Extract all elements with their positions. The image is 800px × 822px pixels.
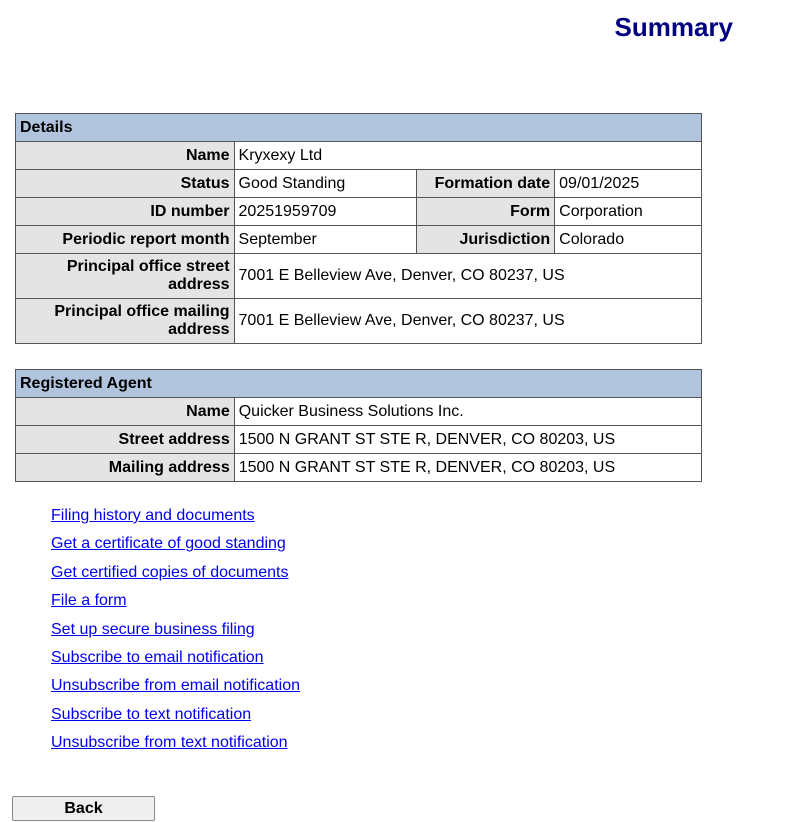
formation-date-value: 09/01/2025 [555, 170, 702, 198]
agent-mailing-address-label: Mailing address [16, 454, 235, 482]
form-label: Form [417, 198, 555, 226]
form-value: Corporation [555, 198, 702, 226]
agent-mailing-address-value: 1500 N GRANT ST STE R, DENVER, CO 80203, US [234, 454, 701, 482]
jurisdiction-label: Jurisdiction [417, 226, 555, 254]
status-label: Status [16, 170, 235, 198]
details-row-name [16, 142, 702, 170]
periodic-report-month-value: September [234, 226, 417, 254]
registered-agent-header: Registered Agent [16, 370, 702, 398]
details-header: Details [16, 114, 702, 142]
agent-row-mailing [16, 454, 702, 482]
subscribe-email-link[interactable]: Subscribe to email notification [51, 649, 264, 667]
unsubscribe-email-link[interactable]: Unsubscribe from email notification [51, 677, 300, 695]
filing-history-link[interactable]: Filing history and documents [51, 507, 255, 524]
id-number-value: 20251959709 [234, 198, 417, 226]
status-value: Good Standing [234, 170, 417, 198]
details-row-street [16, 254, 702, 299]
formation-date-label: Formation date [417, 170, 555, 198]
jurisdiction-value: Colorado [555, 226, 702, 254]
periodic-report-month-label: Periodic report month [16, 226, 235, 254]
details-row-periodic [16, 226, 702, 254]
details-row-id [16, 198, 702, 226]
agent-row-street [16, 426, 702, 454]
name-label: Name [16, 142, 235, 170]
subscribe-text-link[interactable]: Subscribe to text notification [51, 705, 252, 723]
name-value: Kryxexy Ltd [234, 142, 701, 170]
secure-filing-link[interactable]: Set up secure business filing [51, 620, 255, 638]
agent-street-address-value: 1500 N GRANT ST STE R, DENVER, CO 80203, US [234, 426, 701, 454]
agent-row-name [16, 398, 702, 426]
agent-name-value: Quicker Business Solutions Inc. [234, 398, 701, 426]
principal-street-address-value: 7001 E Belleview Ave, Denver, CO 80237, US [234, 254, 701, 299]
page-title: Summary [614, 12, 733, 42]
certified-copies-link[interactable]: Get certified copies of documents [51, 563, 289, 581]
details-row-mailing [16, 299, 702, 344]
file-form-link[interactable]: File a form [51, 592, 127, 610]
agent-name-label: Name [16, 398, 235, 426]
agent-street-address-label: Street address [16, 426, 235, 454]
principal-mailing-address-value: 7001 E Belleview Ave, Denver, CO 80237, US [234, 299, 701, 344]
action-links [51, 502, 300, 758]
principal-street-address-label: Principal office street address [16, 254, 235, 299]
details-table [15, 113, 702, 344]
registered-agent-table [15, 369, 702, 482]
principal-mailing-address-label: Principal office mailing address [16, 299, 235, 344]
details-row-status [16, 170, 702, 198]
back-button[interactable]: Back [12, 796, 155, 821]
id-number-label: ID number [16, 198, 235, 226]
certificate-good-standing-link[interactable]: Get a certificate of good standing [51, 535, 286, 553]
unsubscribe-text-link[interactable]: Unsubscribe from text notification [51, 734, 288, 752]
